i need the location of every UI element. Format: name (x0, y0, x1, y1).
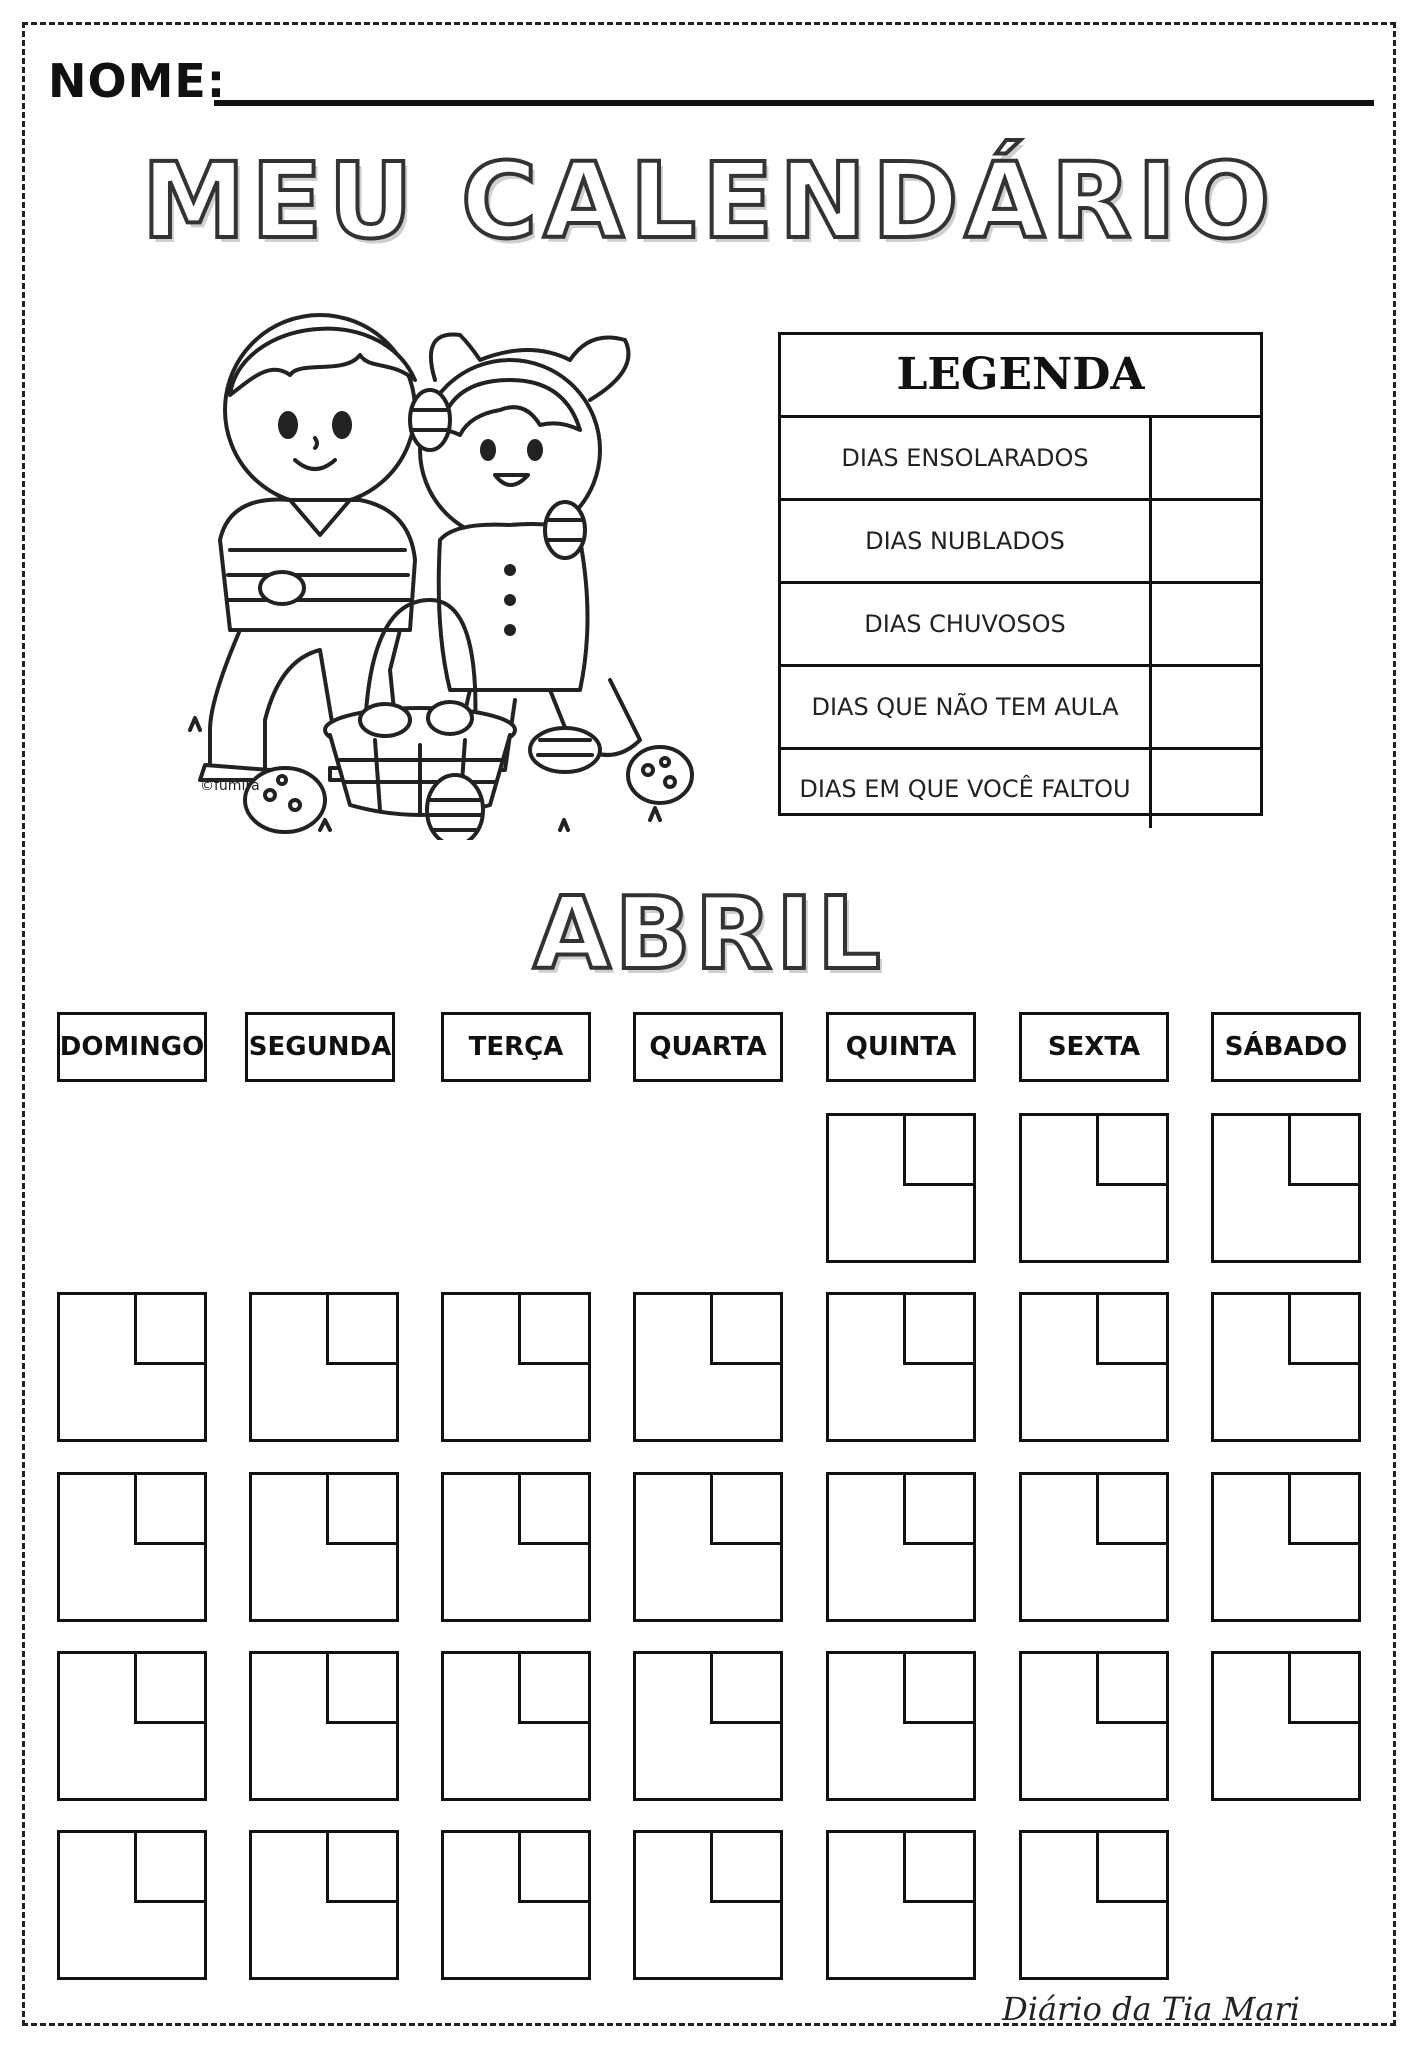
calendar-day-cell[interactable] (1019, 1472, 1169, 1622)
calendar-day-cell[interactable] (1211, 1472, 1361, 1622)
legend-color-box-absent[interactable] (1149, 750, 1260, 828)
day-number-box[interactable] (903, 1292, 976, 1365)
calendar-day-cell[interactable] (249, 1830, 399, 1980)
day-number-box[interactable] (903, 1113, 976, 1186)
day-number-box[interactable] (1096, 1651, 1169, 1724)
calendar-day-cell[interactable] (1019, 1292, 1169, 1442)
calendar-day-cell[interactable] (57, 1651, 207, 1801)
weekday-saturday: SÁBADO (1211, 1012, 1361, 1082)
page-title: MEU CALENDÁRIO (141, 140, 1277, 262)
day-number-box[interactable] (518, 1651, 591, 1724)
calendar-day-cell[interactable] (1019, 1113, 1169, 1263)
legend-label-no-school: DIAS QUE NÃO TEM AULA (811, 693, 1119, 721)
calendar-day-cell[interactable] (826, 1472, 976, 1622)
name-write-line[interactable] (214, 100, 1374, 106)
day-number-box[interactable] (518, 1472, 591, 1545)
calendar-day-cell[interactable] (633, 1472, 783, 1622)
name-row (48, 54, 1374, 114)
day-number-box[interactable] (518, 1830, 591, 1903)
weekday-friday: SEXTA (1019, 1012, 1169, 1082)
day-number-box[interactable] (710, 1472, 783, 1545)
legend-color-box-rainy[interactable] (1149, 584, 1260, 664)
weekday-tuesday: TERÇA (441, 1012, 591, 1082)
legend-row (781, 750, 1260, 828)
calendar-day-cell[interactable] (441, 1830, 591, 1980)
calendar-day-cell[interactable] (826, 1292, 976, 1442)
month-title: ABRIL (533, 875, 885, 992)
calendar-day-cell[interactable] (441, 1292, 591, 1442)
day-number-box[interactable] (1288, 1472, 1361, 1545)
legend-row (781, 667, 1260, 750)
calendar-day-cell[interactable] (633, 1651, 783, 1801)
legend-label-cloudy: DIAS NUBLADOS (865, 527, 1065, 555)
day-number-box[interactable] (326, 1292, 399, 1365)
calendar-day-cell[interactable] (826, 1651, 976, 1801)
day-number-box[interactable] (710, 1292, 783, 1365)
legend-label-sunny: DIAS ENSOLARADOS (841, 444, 1089, 472)
calendar-day-cell[interactable] (1211, 1292, 1361, 1442)
day-number-box[interactable] (1096, 1113, 1169, 1186)
legend-color-box-sunny[interactable] (1149, 418, 1260, 498)
calendar-day-cell[interactable] (826, 1113, 976, 1263)
calendar-day-cell[interactable] (249, 1472, 399, 1622)
calendar-day-cell[interactable] (1019, 1651, 1169, 1801)
day-number-box[interactable] (326, 1830, 399, 1903)
calendar-day-cell[interactable] (1211, 1113, 1361, 1263)
weekday-wednesday: QUARTA (633, 1012, 783, 1082)
day-number-box[interactable] (134, 1472, 207, 1545)
weekday-sunday: DOMINGO (57, 1012, 207, 1082)
legend-title: LEGENDA (781, 335, 1260, 418)
calendar-day-cell[interactable] (249, 1651, 399, 1801)
day-number-box[interactable] (518, 1292, 591, 1365)
day-number-box[interactable] (903, 1651, 976, 1724)
legend-table (778, 332, 1263, 816)
calendar-day-cell[interactable] (1211, 1651, 1361, 1801)
day-number-box[interactable] (1288, 1292, 1361, 1365)
day-number-box[interactable] (134, 1830, 207, 1903)
illustration-credit: ©fumira (200, 778, 260, 794)
day-number-box[interactable] (710, 1830, 783, 1903)
name-label: NOME: (48, 54, 227, 108)
day-number-box[interactable] (1288, 1651, 1361, 1724)
day-number-box[interactable] (1096, 1830, 1169, 1903)
day-number-box[interactable] (134, 1292, 207, 1365)
calendar-day-cell[interactable] (1019, 1830, 1169, 1980)
day-number-box[interactable] (1096, 1472, 1169, 1545)
day-number-box[interactable] (326, 1651, 399, 1724)
calendar-day-cell[interactable] (57, 1830, 207, 1980)
day-number-box[interactable] (134, 1651, 207, 1724)
calendar-day-cell[interactable] (633, 1292, 783, 1442)
calendar-day-cell[interactable] (249, 1292, 399, 1442)
legend-row (781, 584, 1260, 667)
weekday-monday: SEGUNDA (245, 1012, 395, 1082)
calendar-day-cell[interactable] (57, 1472, 207, 1622)
day-number-box[interactable] (1096, 1292, 1169, 1365)
day-number-box[interactable] (903, 1830, 976, 1903)
day-number-box[interactable] (1288, 1113, 1361, 1186)
legend-label-absent: DIAS EM QUE VOCÊ FALTOU (799, 775, 1131, 803)
calendar-day-cell[interactable] (57, 1292, 207, 1442)
legend-row (781, 501, 1260, 584)
calendar-day-cell[interactable] (441, 1472, 591, 1622)
legend-color-box-no-school[interactable] (1149, 667, 1260, 747)
calendar-day-cell[interactable] (826, 1830, 976, 1980)
legend-color-box-cloudy[interactable] (1149, 501, 1260, 581)
easter-children-illustration (170, 300, 730, 840)
day-number-box[interactable] (326, 1472, 399, 1545)
footer-signature: Diário da Tia Mari (1002, 1990, 1300, 2028)
calendar-day-cell[interactable] (633, 1830, 783, 1980)
legend-row (781, 418, 1260, 501)
day-number-box[interactable] (710, 1651, 783, 1724)
calendar-day-cell[interactable] (441, 1651, 591, 1801)
legend-label-rainy: DIAS CHUVOSOS (864, 610, 1066, 638)
day-number-box[interactable] (903, 1472, 976, 1545)
weekday-thursday: QUINTA (826, 1012, 976, 1082)
